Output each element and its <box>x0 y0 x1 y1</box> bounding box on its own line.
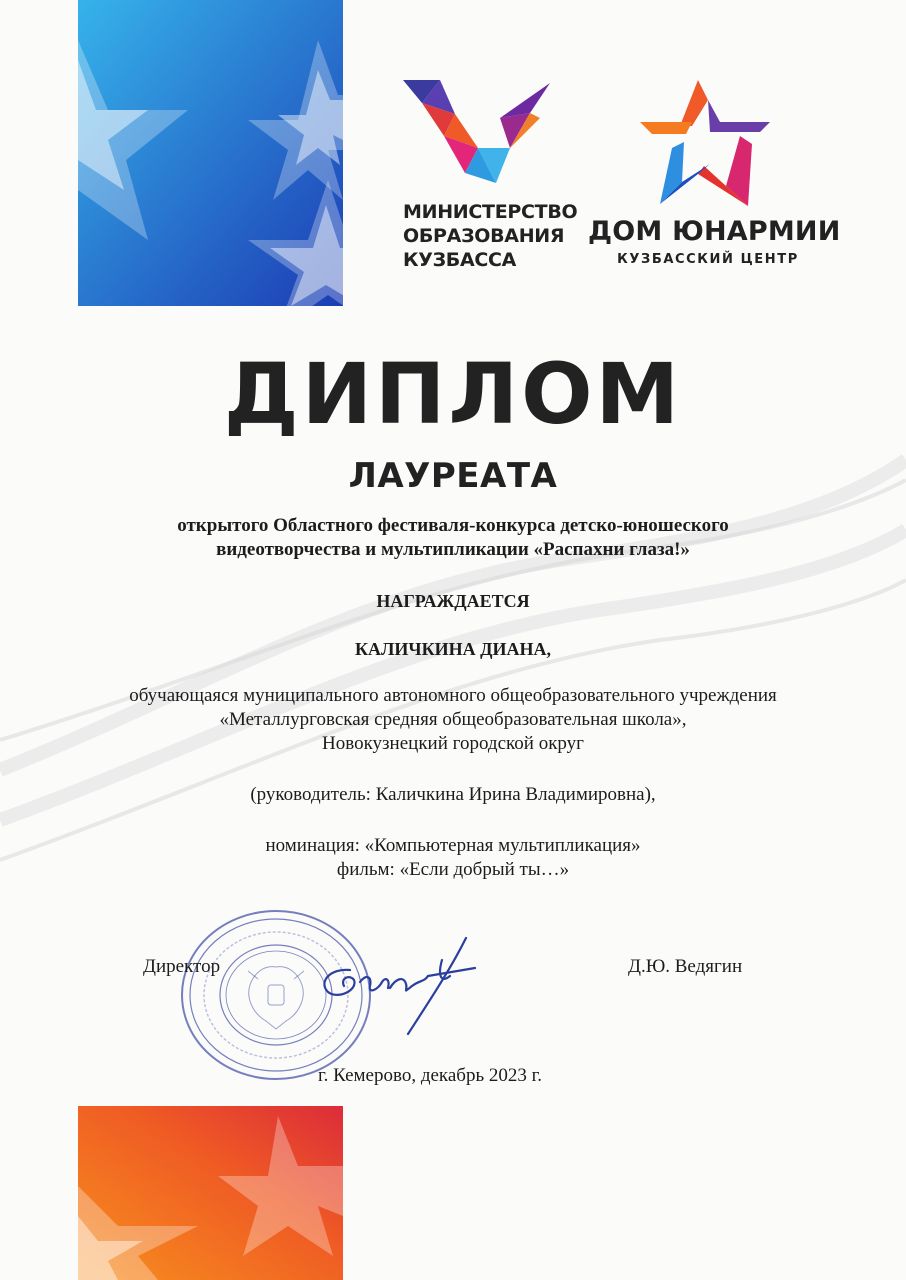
yunarmy-star-logo-icon <box>640 78 775 208</box>
festival-line-2: видеотворчества и мультипликации «Распахни глаза!» <box>216 539 690 560</box>
student-line-2: «Металлурговская средняя общеобразовательная школа», <box>219 709 687 730</box>
yunarmy-name: ДОМ ЮНАРМИИ <box>588 216 841 247</box>
film-line: фильм: «Если добрый ты…» <box>336 859 570 880</box>
supervisor-line: (руководитель: Каличкина Ирина Владимировна), <box>250 784 656 805</box>
festival-description <box>0 514 906 562</box>
background-wave-decoration <box>0 440 906 900</box>
yunarmy-subtitle: КУЗБАССКИЙ ЦЕНТР <box>617 252 799 267</box>
awarded-label: НАГРАЖДАЕТСЯ <box>376 591 530 611</box>
student-line-3: Новокузнецкий городской округ <box>322 733 584 754</box>
director-name: Д.Ю. Ведягин <box>628 956 743 977</box>
nomination-line: номинация: «Компьютерная мультипликация» <box>265 835 641 856</box>
diploma-title: ДИПЛОМ <box>223 345 683 443</box>
ministry-name: МИНИСТЕРСТВО ОБРАЗОВАНИЯ КУЗБАССА <box>403 201 578 271</box>
student-info <box>0 684 906 756</box>
recipient-name: КАЛИЧКИНА ДИАНА, <box>354 639 552 659</box>
orange-star-corner-decoration <box>78 1106 343 1280</box>
student-line-1: обучающаяся муниципального автономного общеобразовательного учреждения <box>129 685 777 706</box>
director-signature-icon <box>310 930 490 1040</box>
festival-line-1: открытого Областного фестиваля-конкурса детско-юношеского <box>177 515 729 536</box>
blue-star-corner-decoration <box>78 0 343 306</box>
nomination-block <box>0 834 906 882</box>
place-and-date: г. Кемерово, декабрь 2023 г. <box>318 1065 543 1086</box>
ministry-logo-icon <box>400 78 560 193</box>
diploma-subtitle: ЛАУРЕАТА <box>348 456 558 496</box>
director-label: Директор <box>143 956 221 977</box>
